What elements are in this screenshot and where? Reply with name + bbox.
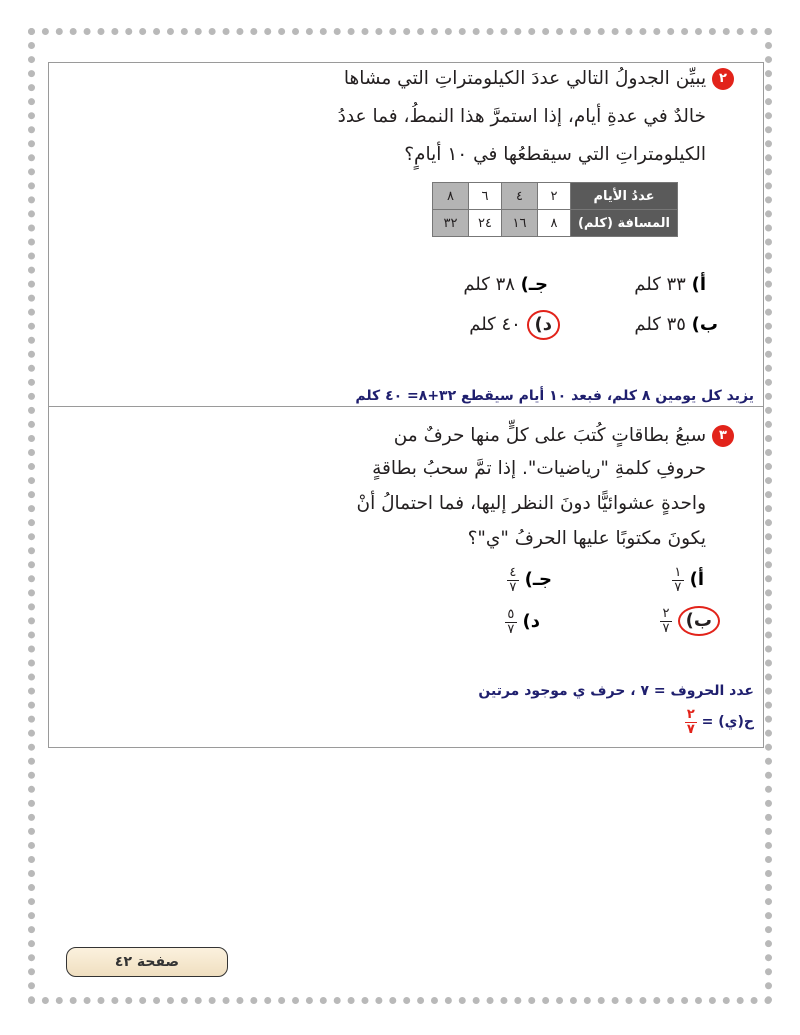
q1-line-2: خالدٌ في عدةِ أيام، إذا استمرَّ هذا النمطُ، فما عددُ	[337, 106, 706, 127]
answer-fraction: $\frac{٢}{٧}$	[685, 708, 697, 736]
q1-solution: يزيد كل يومين ٨ كلم، فبعد ١٠ أيام سيقطع ٣٢+٨= ٤٠ كلم	[355, 388, 754, 404]
table-row	[433, 210, 678, 237]
q2-option-c[interactable]: جـ) $\frac{٤}{٧}$	[507, 566, 552, 594]
q2-option-b[interactable]	[660, 606, 720, 636]
q1-option-d[interactable]: د) ٤٠ كلم	[469, 310, 560, 340]
q1-line-3: الكيلومتراتِ التي سيقطعُها في ١٠ أيامٍ؟	[404, 144, 706, 165]
fraction: $\frac{٥}{٧}$	[505, 608, 517, 636]
q1-option-c[interactable]: جـ) ٣٨ كلم	[463, 274, 548, 295]
table-cell: ٨	[433, 183, 469, 210]
q2-option-a[interactable]: أ) $\frac{١}{٧}$	[672, 566, 704, 594]
fraction: $\frac{١}{٧}$	[672, 566, 684, 594]
row-header-days: عددُ الأيام	[571, 183, 678, 210]
q2-option-d[interactable]: د) $\frac{٥}{٧}$	[505, 608, 540, 636]
table-cell: ٢٤	[469, 210, 502, 237]
table-cell: ٣٢	[433, 210, 469, 237]
table-cell: ٢	[538, 183, 571, 210]
table-row	[433, 183, 678, 210]
q1-line-1: ٢ يبيِّن الجدولُ التالي عددَ الكيلومتراتِ التي مشاها	[344, 68, 734, 90]
table-cell: ٦	[469, 183, 502, 210]
q1-number-badge: ٢	[712, 68, 734, 90]
days-distance-table	[432, 182, 678, 237]
page-number-label: صفحة ٤٢	[66, 947, 228, 977]
q2-line-4: يكونَ مكتوبًا عليها الحرفُ "ي"؟	[467, 528, 706, 549]
table-cell: ١٦	[502, 210, 538, 237]
q2-line-1: ٣ سبعُ بطاقاتٍ كُتبَ على كلٍّ منها حرفٌ من	[394, 425, 734, 447]
q1-option-a[interactable]: أ) ٣٣ كلم	[634, 274, 706, 295]
table-cell: ٤	[502, 183, 538, 210]
q2-solution-line-2: ح(ي) = $\frac{٢}{٧}$	[685, 708, 754, 736]
fraction: $\frac{٢}{٧}$	[660, 607, 672, 635]
correct-answer-circle: ب)	[678, 606, 720, 636]
q1-option-b[interactable]: ب) ٣٥ كلم	[634, 314, 718, 335]
question-divider	[48, 406, 764, 407]
q2-solution-line-1: عدد الحروف = ٧ ، حرف ي موجود مرتين	[478, 683, 754, 699]
row-header-distance: المسافة (كلم)	[571, 210, 678, 237]
fraction: $\frac{٤}{٧}$	[507, 566, 519, 594]
q2-line-3: واحدةٍ عشوائيًّا دونَ النظر إليها، فما احتمالُ أنْ	[356, 493, 706, 514]
correct-answer-circle: د)	[527, 310, 560, 340]
q2-number-badge: ٣	[712, 425, 734, 447]
q2-line-2: حروفِ كلمةِ "رياضيات". إذا تمَّ سحبُ بطاقةٍ	[372, 458, 706, 479]
table-cell: ٨	[538, 210, 571, 237]
